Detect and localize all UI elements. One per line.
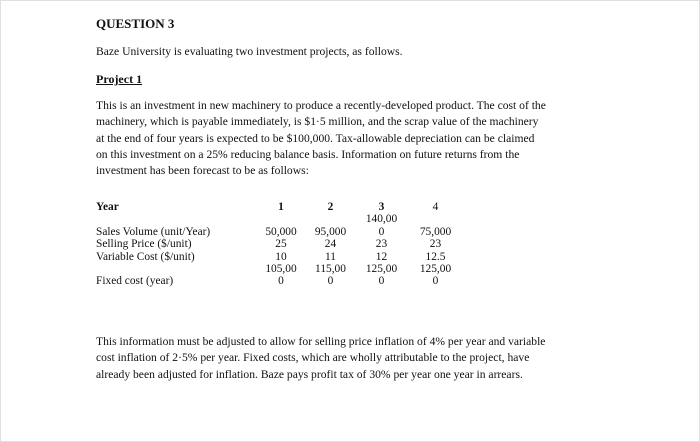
sales-cell: 50,000 bbox=[265, 225, 297, 238]
varcost-cell: 11 bbox=[325, 250, 336, 263]
price-cell: 25 bbox=[275, 238, 287, 251]
price-label: Selling Price ($/unit) bbox=[96, 238, 192, 251]
sales-cell: 0 bbox=[378, 225, 385, 238]
closing-line: already been adjusted for inflation. Baze pays profit tax of 30% per year one year in arrears. bbox=[96, 367, 523, 381]
sales-label: Sales Volume (unit/Year) bbox=[96, 225, 211, 238]
fixed-row-line2 bbox=[96, 275, 463, 287]
description-paragraph bbox=[96, 98, 546, 179]
fixed-cell: 0 bbox=[378, 275, 385, 288]
fixed-cell: 125,00 bbox=[419, 263, 452, 276]
fixed-label: Fixed cost (year) bbox=[96, 275, 174, 288]
question-title: QUESTION 3 bbox=[96, 16, 175, 31]
description-line: This is an investment in new machinery to produce a recently-developed product. The cost of the bbox=[96, 99, 546, 112]
price-row bbox=[96, 238, 463, 250]
description-line: machinery, which is payable immediately, is $1·5 million, and the scrap value of the machinery bbox=[96, 115, 539, 129]
sales-row bbox=[96, 226, 463, 238]
fixed-cell: 0 bbox=[327, 275, 334, 288]
fixed-cell: 0 bbox=[278, 275, 284, 288]
description-line: investment has been forecast to be as follows: bbox=[96, 164, 309, 178]
year-cell: 1 bbox=[278, 201, 284, 213]
closing-line: This information must be adjusted to allow for selling price inflation of 4% per year and variable bbox=[96, 335, 546, 348]
description-line: on this investment on a 25% reducing balance basis. Information on future returns from the bbox=[96, 147, 520, 161]
project-heading: Project 1 bbox=[96, 72, 143, 86]
fixed-cell: 115,00 bbox=[315, 263, 346, 276]
year-cell: 2 bbox=[327, 201, 334, 213]
varcost-cell: 10 bbox=[275, 250, 287, 263]
varcost-cell: 12.5 bbox=[425, 250, 446, 263]
price-cell: 23 bbox=[375, 238, 388, 251]
fixed-cell: 125,00 bbox=[365, 263, 398, 276]
sales-cell: 140,00 bbox=[365, 213, 398, 226]
fixed-row-line1 bbox=[96, 263, 463, 275]
closing-paragraph bbox=[96, 334, 545, 383]
description-line: at the end of four years is expected to be $100,000. Tax-allowable depreciation can be claimed bbox=[96, 131, 535, 145]
year-cell: 4 bbox=[432, 201, 439, 213]
forecast-table bbox=[96, 201, 463, 288]
fixed-cell: 0 bbox=[432, 275, 439, 288]
year-label: Year bbox=[96, 201, 119, 213]
year-cell: 3 bbox=[378, 201, 385, 213]
varcost-cell: 12 bbox=[375, 250, 388, 263]
varcost-label: Variable Cost ($/unit) bbox=[96, 250, 195, 263]
price-cell: 23 bbox=[429, 238, 442, 251]
closing-line: cost inflation of 2·5% per year. Fixed costs, which are wholly attributable to the project, have bbox=[96, 351, 530, 365]
year-header-row bbox=[96, 201, 463, 213]
sales-cell: 95,000 bbox=[314, 225, 347, 238]
sales-prefix-row bbox=[96, 213, 463, 225]
intro-text: Baze University is evaluating two investment projects, as follows. bbox=[96, 45, 403, 58]
price-cell: 24 bbox=[324, 238, 337, 251]
fixed-cell: 105,00 bbox=[265, 263, 297, 276]
varcost-row bbox=[96, 251, 463, 263]
sales-cell: 75,000 bbox=[419, 225, 452, 238]
